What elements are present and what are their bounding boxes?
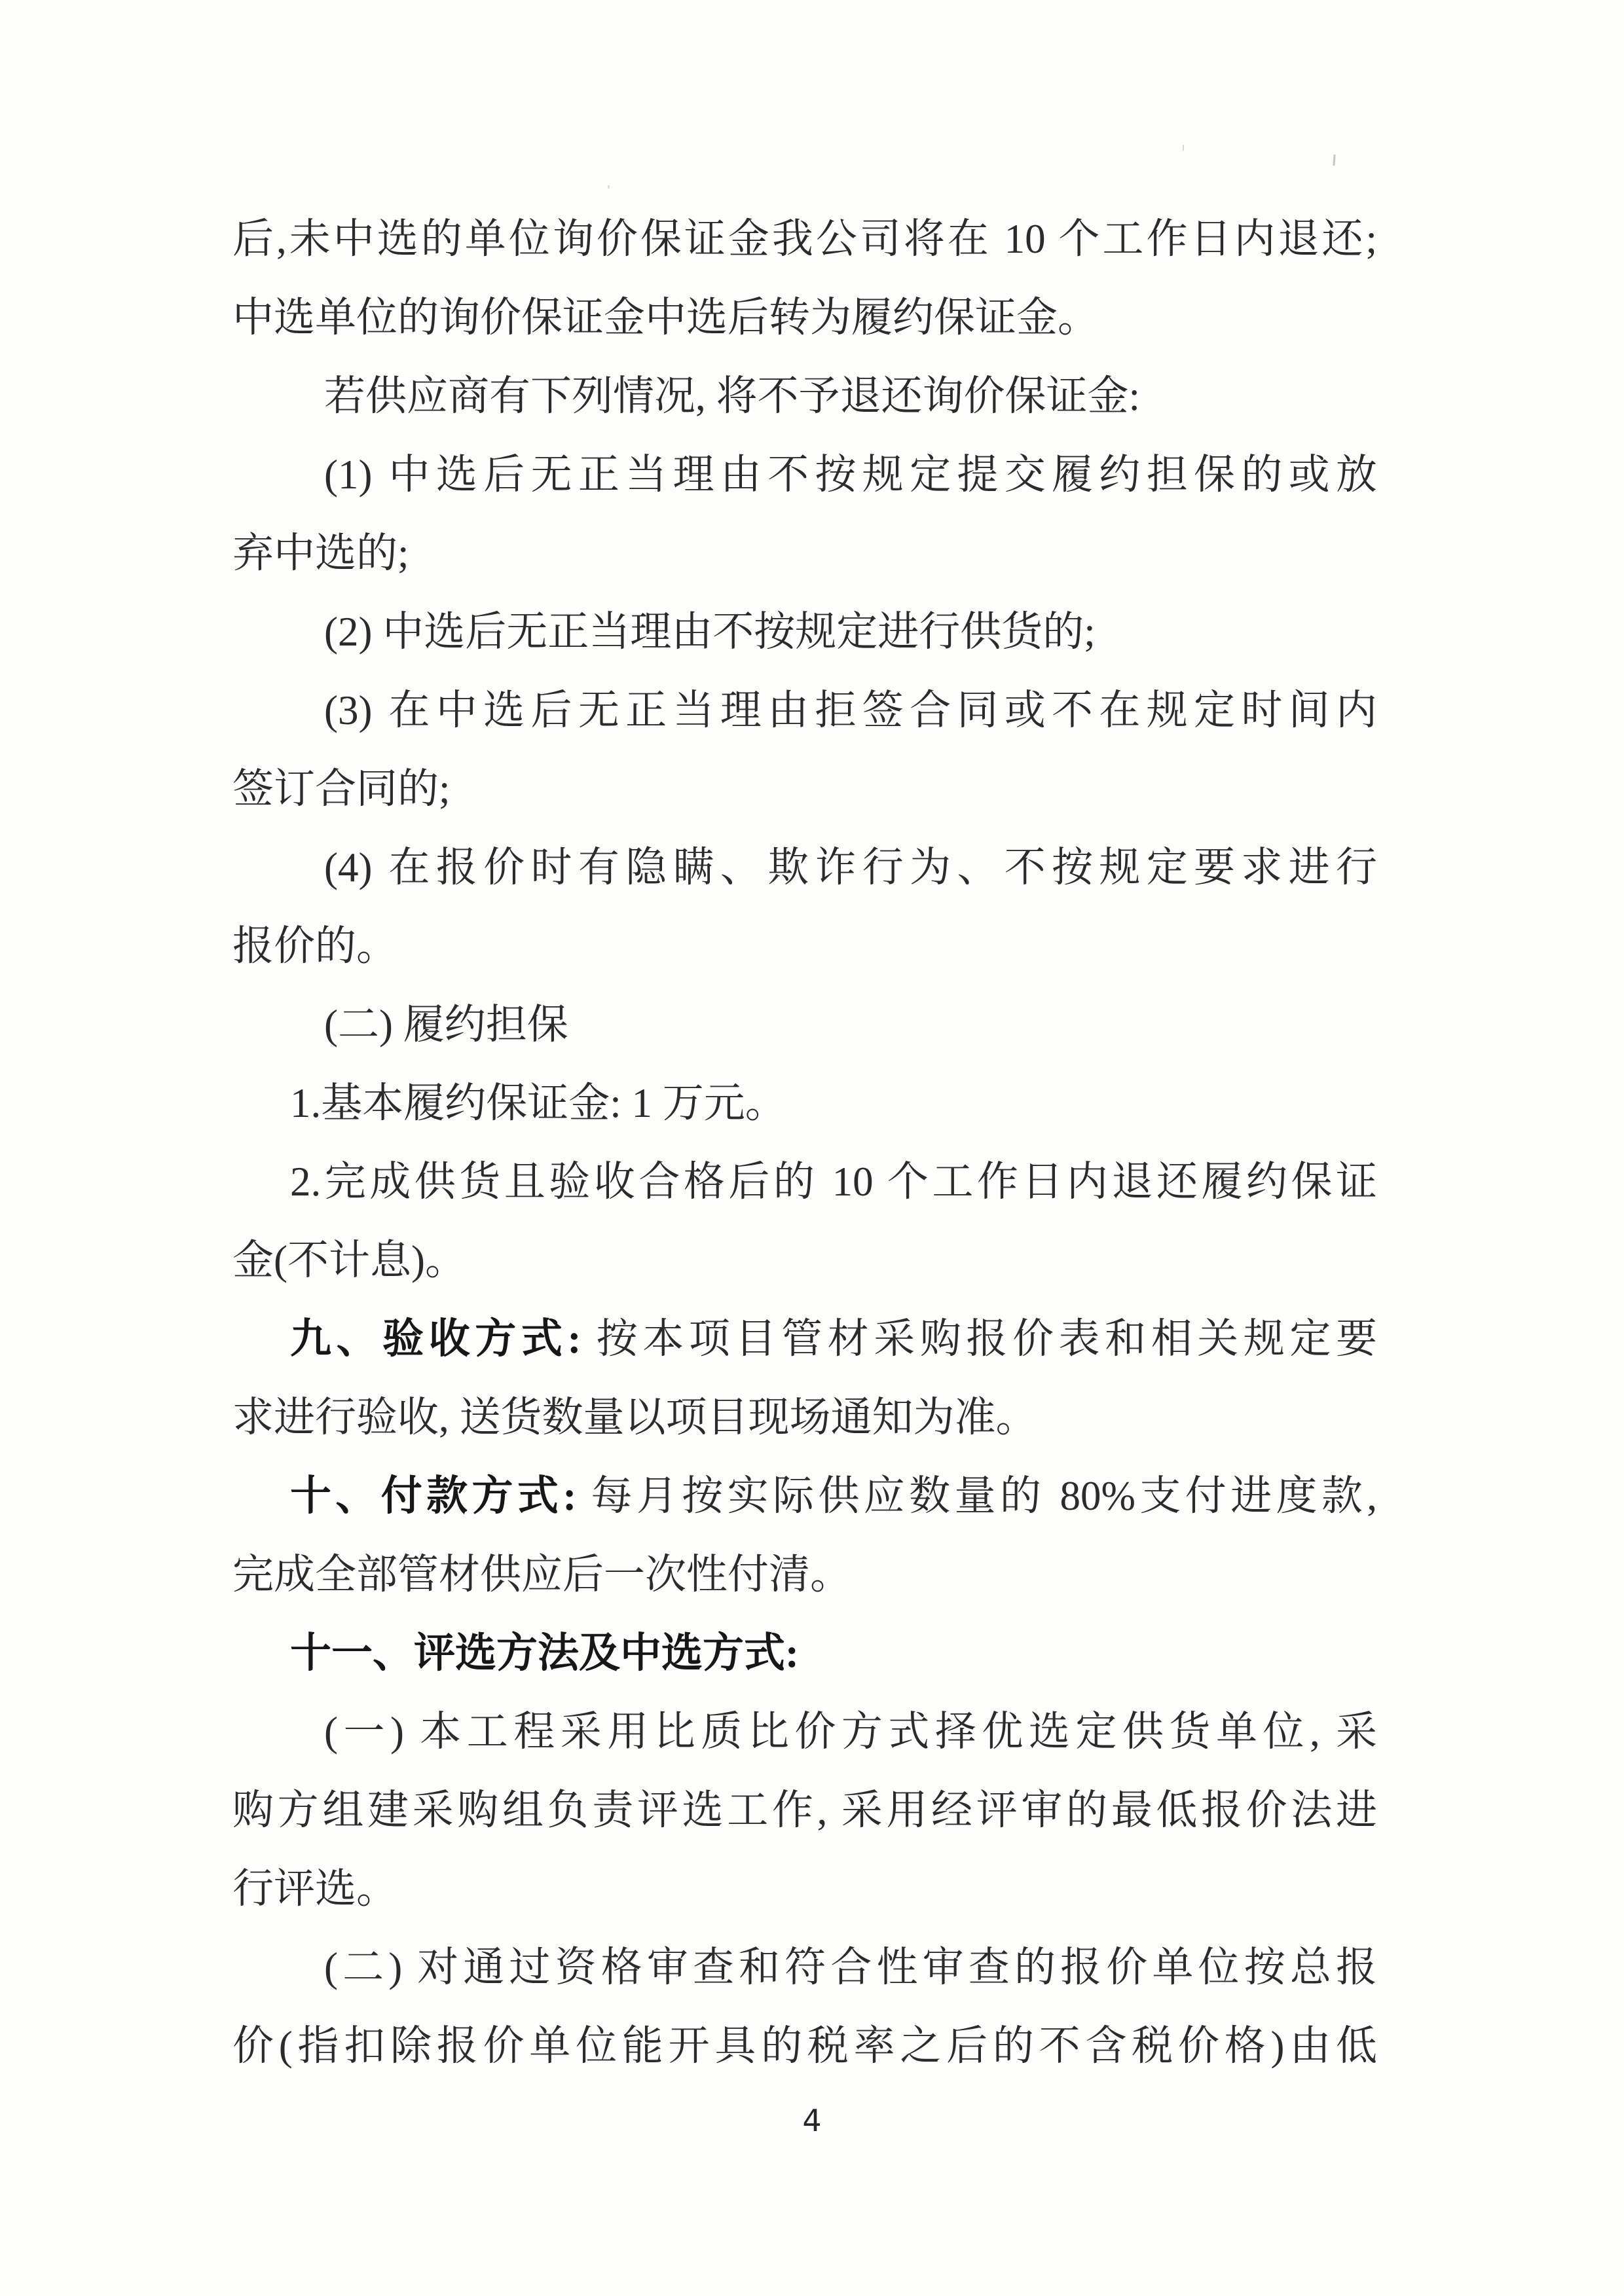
- section-heading-text: 九、验收方式:: [290, 1316, 581, 1362]
- line-text: 2.完成供货且验收合格后的 10 个工作日内退还履约保证: [290, 1159, 1377, 1205]
- text-line: [232, 357, 1377, 435]
- section-heading-text: 十一、评选方法及中选方式:: [290, 1630, 799, 1676]
- line-text: (2) 中选后无正当理由不按规定进行供货的;: [324, 609, 1096, 655]
- text-line: [232, 1692, 1377, 1771]
- text-line: [232, 435, 1377, 514]
- line-text: (二) 对通过资格审查和符合性审查的报价单位按总报: [324, 1944, 1377, 1990]
- line-text: 后,未中选的单位询价保证金我公司将在 10 个工作日内退还;: [232, 216, 1377, 262]
- line-text: (二) 履约担保: [324, 1002, 568, 1048]
- page-number: 4: [802, 2103, 822, 2138]
- line-text: 价(指扣除报价单位能开具的税率之后的不含税价格)由低: [232, 2023, 1377, 2069]
- text-line: [232, 514, 1377, 592]
- line-text: 报价的。: [232, 923, 397, 969]
- line-text: 完成全部管材供应后一次性付清。: [232, 1552, 851, 1597]
- text-line: [232, 1142, 1377, 1221]
- text-line: [232, 671, 1377, 750]
- text-line: [232, 1614, 1377, 1692]
- scan-speck: [1333, 155, 1335, 166]
- line-text: 若供应商有下列情况, 将不予退还询价保证金:: [324, 373, 1141, 419]
- text-line: [232, 750, 1377, 828]
- line-text: (3) 在中选后无正当理由拒签合同或不在规定时间内: [324, 687, 1377, 733]
- line-text: (4) 在报价时有隐瞒、欺诈行为、不按规定要求进行: [324, 845, 1377, 890]
- line-text: 行评选。: [232, 1866, 397, 1912]
- text-line: [232, 828, 1377, 907]
- line-text: 按本项目管材采购报价表和相关规定要: [581, 1316, 1378, 1362]
- scan-speck: [608, 185, 610, 189]
- line-text: 中选单位的询价保证金中选后转为履约保证金。: [232, 295, 1099, 340]
- text-line: [232, 278, 1377, 357]
- document-body: [232, 200, 1377, 2085]
- line-text: 金(不计息)。: [232, 1237, 466, 1283]
- line-text: 每月按实际供应数量的 80%支付进度款,: [576, 1473, 1378, 1519]
- line-text: (1) 中选后无正当理由不按规定提交履约担保的或放: [324, 452, 1377, 498]
- text-line: [232, 1221, 1377, 1300]
- line-text: (一) 本工程采用比质比价方式择优选定供货单位, 采: [324, 1709, 1377, 1755]
- text-line: [232, 1300, 1377, 1378]
- text-line: [232, 1928, 1377, 2007]
- text-line: [232, 1064, 1377, 1142]
- text-line: [232, 2007, 1377, 2085]
- text-line: [232, 1457, 1377, 1535]
- section-heading-text: 十、付款方式:: [290, 1473, 577, 1519]
- text-line: [232, 1850, 1377, 1928]
- text-line: [232, 200, 1377, 278]
- line-text: 求进行验收, 送货数量以项目现场通知为准。: [232, 1394, 1037, 1440]
- line-text: 购方组建采购组负责评选工作, 采用经评审的最低报价法进: [232, 1787, 1377, 1833]
- line-text: 签订合同的;: [232, 766, 451, 812]
- text-line: [232, 1771, 1377, 1850]
- text-line: [232, 985, 1377, 1064]
- line-text: 弃中选的;: [232, 530, 409, 576]
- scan-speck: [1183, 145, 1184, 151]
- text-line: [232, 1535, 1377, 1614]
- text-line: [232, 1378, 1377, 1457]
- line-text: 1.基本履约保证金: 1 万元。: [290, 1080, 786, 1126]
- text-line: [232, 592, 1377, 671]
- text-line: [232, 907, 1377, 985]
